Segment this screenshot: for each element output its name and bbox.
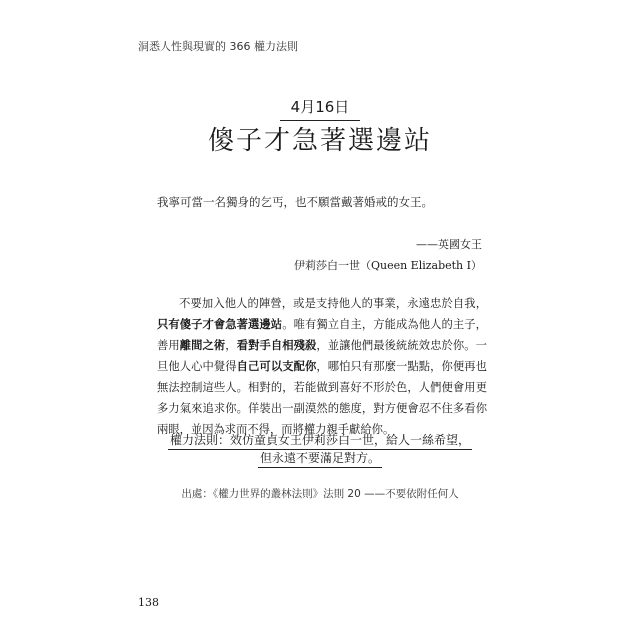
power-law-line-2: 但永遠不要滿足對方。 — [258, 450, 382, 468]
body-paragraph — [157, 293, 487, 440]
entry-date: 4月16日 — [280, 96, 360, 121]
body-text-1: 不要加入他人的陣營，或是支持他人的事業，永遠忠於自我， — [179, 297, 487, 310]
body-bold-4: 自己可以支配你 — [236, 360, 317, 373]
body-bold-3: 看對手自相殘殺 — [236, 339, 317, 352]
page-number: 138 — [138, 596, 159, 609]
body-text-2: 。唯有獨立自主，方能成為他人的主子，善用 — [157, 318, 487, 352]
entry-title: 傻子才急著選邊站 — [207, 126, 432, 156]
power-law — [0, 432, 640, 468]
epigraph-attribution-2: 伊莉莎白一世（Queen Elizabeth I） — [293, 259, 482, 272]
source-citation: 出處：《權力世界的叢林法則》法則 20 ——不要依附任何人 — [181, 488, 459, 500]
epigraph-quote: 我寧可當一名獨身的乞丐，也不願當戴著婚戒的女王。 — [157, 195, 433, 209]
body-text-4: ，並讓他們最後統統效忠於你。一旦他人心中覺得 — [157, 339, 487, 373]
running-header: 洞悉人性與現實的 366 權力法則 — [138, 40, 298, 53]
body-bold-1: 只有傻子才會急著選邊站 — [157, 318, 283, 331]
body-text-3: ， — [225, 339, 237, 352]
power-law-line-1: 權力法則：效仿童貞女王伊莉莎白一世，給人一絲希望， — [168, 432, 472, 450]
body-bold-2: 離間之術 — [179, 339, 226, 352]
epigraph-attribution-1: ——英國女王 — [416, 238, 482, 251]
body-text-5: ，哪怕只有那麼一點點，你便再也無法控制這些人。相對的，若能做到喜好不形於色，人們便會用更多力氣來追求你。佯裝出一副漠然的態度，對方便會忍不住多看你兩眼，並因為求而不得，而將權力親手獻給你。 — [157, 360, 487, 436]
